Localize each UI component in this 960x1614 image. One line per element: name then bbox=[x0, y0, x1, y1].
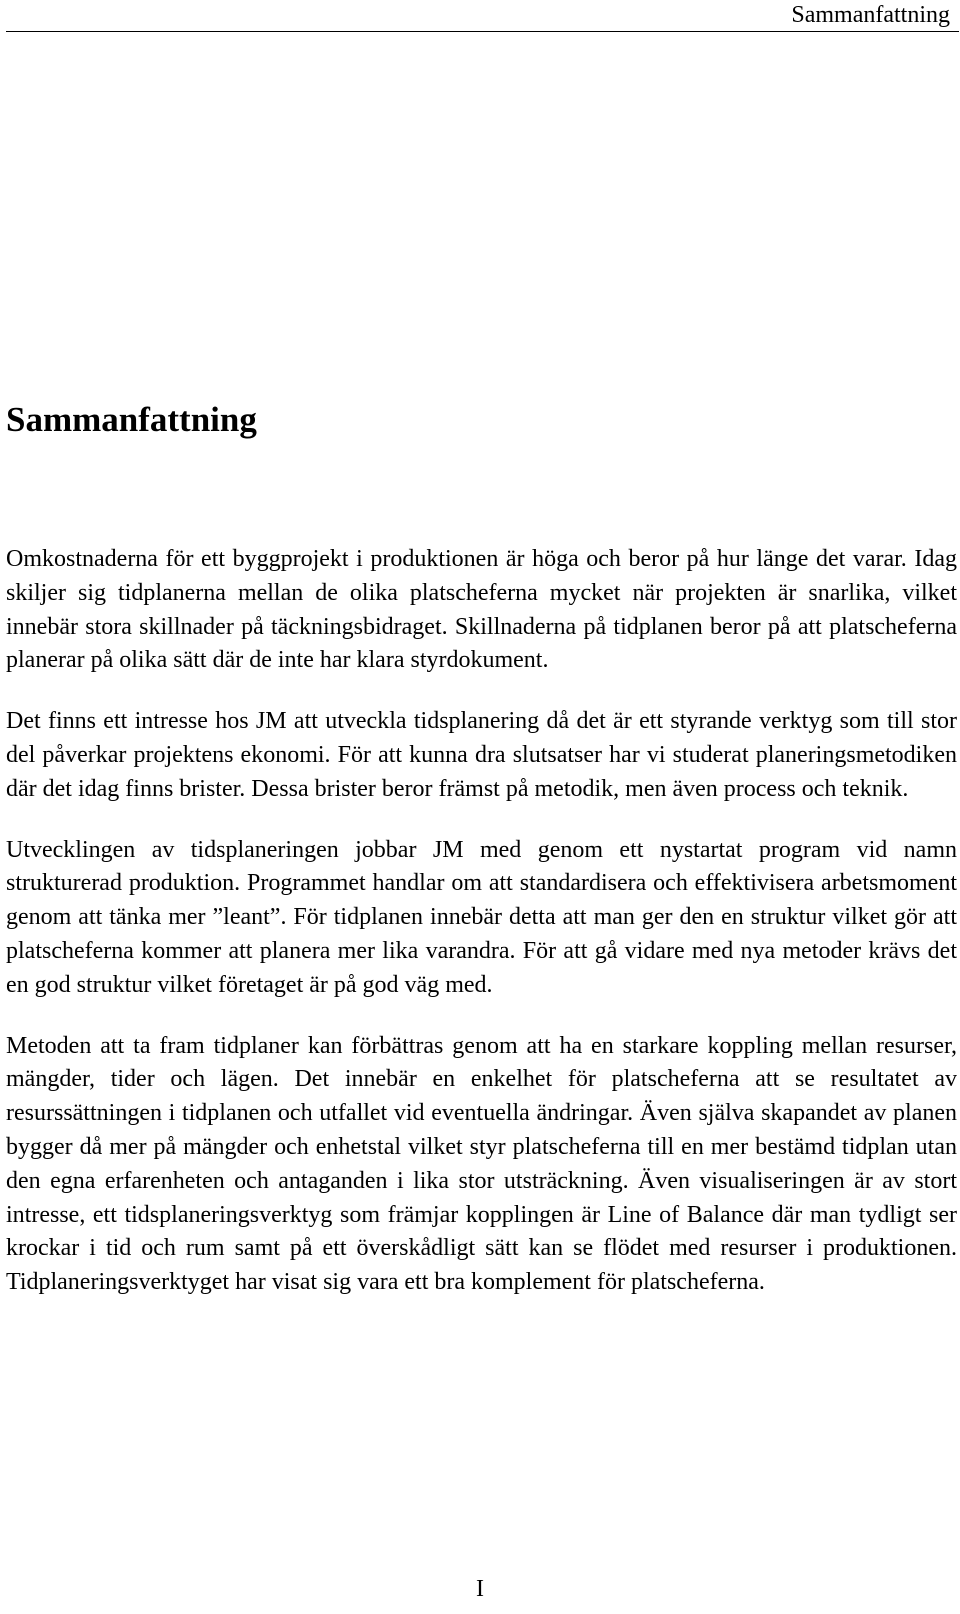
paragraph: Metoden att ta fram tidplaner kan förbättras genom att ha en starkare koppling mellan resurser, mängder, tider och lägen. Det innebär en enkelhet för platscheferna att se resultatet av resurssättningen i tidplanen och utfallet vid eventuella ändringar. Även själva skapandet av planen bygger då mer på mängder och enhetstal vilket styr platscheferna till en mer bestämd tidplan utan den egna erfarenheten och antaganden i lika stor utsträckning. Även visualiseringen är av stort intresse, ett tidsplaneringsverktyg som främjar kopplingen är Line of Balance där man tydligt ser krockar i tid och rum samt på ett överskådligt sätt kan se flödet med resurser i produktionen. Tidplaneringsverktyget har visat sig vara ett bra komplement för platscheferna. bbox=[6, 1032, 957, 1296]
body-text bbox=[6, 543, 957, 1327]
page-number: I bbox=[476, 1576, 484, 1602]
paragraph: Omkostnaderna för ett byggprojekt i produktionen är höga och beror på hur länge det varar. Idag skiljer sig tidplanerna mellan de olika platscheferna mycket när projekten är snarlika, vilket innebär stora skillnader på täckningsbidraget. Skillnaderna på tidplanen beror på att platscheferna planerar på olika sätt där de inte har klara styrdokument. bbox=[6, 546, 957, 674]
page-title: Sammanfattning bbox=[6, 400, 257, 439]
paragraph: Det finns ett intresse hos JM att utveckla tidsplanering då det är ett styrande verktyg som till stor del påverkar projektens ekonomi. För att kunna dra slutsatser har vi studerat planeringsmetodiken där det idag finns brister. Dessa brister beror främst på metodik, men även process och teknik. bbox=[6, 708, 957, 802]
header-divider bbox=[6, 31, 959, 32]
running-header: Sammanfattning bbox=[791, 2, 950, 28]
paragraph: Utvecklingen av tidsplaneringen jobbar JM med genom ett nystartat program vid namn strukturerad produktion. Programmet handlar om att standardisera och effektivisera arbetsmoment genom att tänka mer ”leant”. För tidplanen innebär detta att man ger den en struktur vilket gör att platscheferna kommer att planera mer lika varandra. För att gå vidare med nya metoder krävs det en god struktur vilket företaget är på god väg med. bbox=[6, 836, 957, 998]
